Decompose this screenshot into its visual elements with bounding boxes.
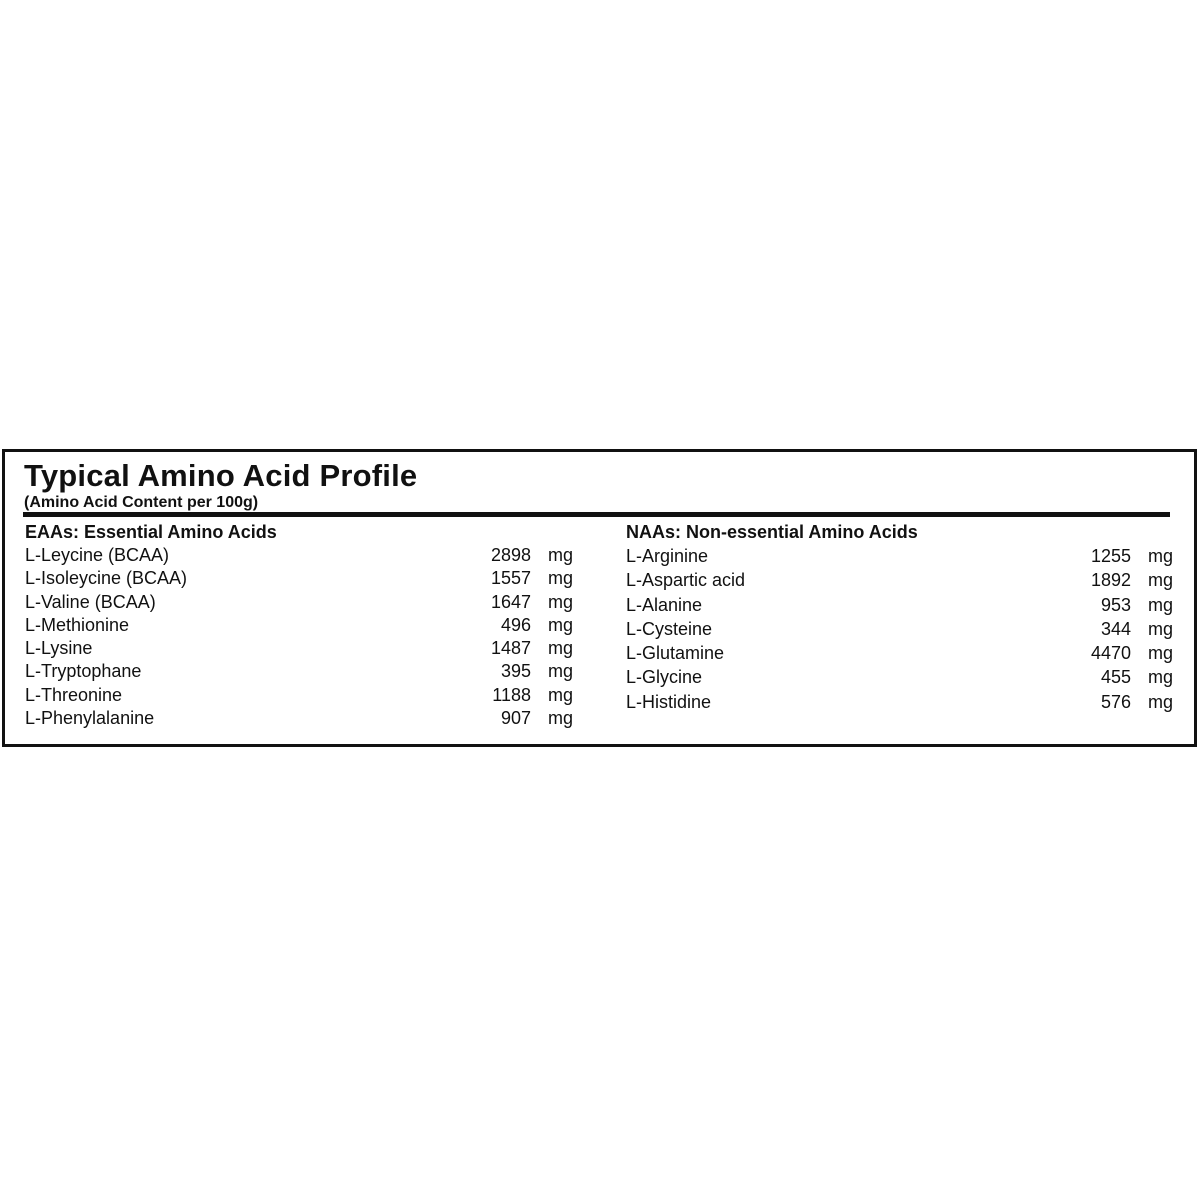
amino-acid-amount: 496	[500, 614, 531, 635]
amino-acid-name: L-Glycine	[626, 667, 703, 688]
amino-acid-row	[25, 614, 573, 637]
amino-acid-name: L-Isoleycine (BCAA)	[25, 568, 188, 589]
amino-acid-profile-panel	[2, 449, 1197, 747]
amino-acid-name: L-Alanine	[626, 594, 703, 615]
amino-acid-unit: mg	[1147, 691, 1173, 712]
amino-acid-unit: mg	[1147, 594, 1173, 615]
amino-acid-unit: mg	[1147, 618, 1173, 639]
amino-acid-amount: 1647	[490, 591, 531, 612]
amino-acid-unit: mg	[1147, 643, 1173, 664]
amino-acid-name: L-Cysteine	[626, 618, 713, 639]
amino-acid-unit: mg	[1147, 570, 1173, 591]
profile-title: Typical Amino Acid Profile	[24, 458, 418, 493]
amino-acid-row	[626, 665, 1173, 689]
amino-acid-amount: 344	[1100, 618, 1131, 639]
amino-acid-amount: 2898	[490, 545, 531, 565]
amino-acid-row	[25, 684, 573, 707]
amino-acid-amount: 4470	[1090, 643, 1131, 664]
amino-acid-name: L-Aspartic acid	[626, 570, 746, 591]
amino-acid-row	[626, 617, 1173, 641]
amino-acid-row	[25, 544, 573, 567]
amino-acid-unit: mg	[547, 545, 573, 565]
header-divider	[23, 512, 1170, 517]
amino-acid-amount: 1557	[490, 568, 531, 589]
amino-acid-unit: mg	[1147, 667, 1173, 688]
amino-acid-name: L-Tryptophane	[25, 661, 142, 682]
amino-acid-row	[626, 641, 1173, 665]
amino-acid-amount: 953	[1100, 594, 1131, 615]
nonessential-amino-acids-column	[626, 520, 1173, 714]
amino-acid-unit: mg	[547, 568, 573, 589]
amino-acid-name: L-Threonine	[25, 684, 123, 705]
amino-acid-amount: 1255	[1090, 546, 1131, 566]
essential-heading: EAAs: Essential Amino Acids	[25, 522, 277, 542]
amino-acid-amount: 1487	[490, 638, 531, 659]
amino-acid-row	[25, 567, 573, 590]
amino-acid-name: L-Glutamine	[626, 643, 725, 664]
amino-acid-unit: mg	[547, 661, 573, 682]
amino-acid-amount: 576	[1100, 691, 1131, 712]
profile-subtitle: (Amino Acid Content per 100g)	[24, 494, 259, 511]
amino-acid-name: L-Methionine	[25, 614, 130, 635]
amino-acid-unit: mg	[547, 591, 573, 612]
essential-amino-acids-column	[25, 520, 573, 730]
amino-acid-name: L-Phenylalanine	[25, 708, 155, 729]
amino-acid-row	[626, 568, 1173, 592]
amino-acid-unit: mg	[547, 638, 573, 659]
amino-acid-name: L-Leycine (BCAA)	[25, 545, 170, 565]
amino-acid-amount: 907	[500, 708, 531, 729]
amino-acid-unit: mg	[547, 614, 573, 635]
amino-acid-row	[25, 660, 573, 683]
amino-acid-amount: 1892	[1090, 570, 1131, 591]
amino-acid-amount: 1188	[492, 684, 531, 705]
amino-acid-unit: mg	[1147, 546, 1173, 566]
amino-acid-unit: mg	[547, 708, 573, 729]
amino-acid-row	[626, 593, 1173, 617]
amino-acid-row	[626, 544, 1173, 568]
amino-acid-name: L-Histidine	[626, 691, 712, 712]
amino-acid-row	[25, 591, 573, 614]
amino-acid-row	[626, 690, 1173, 714]
nonessential-heading: NAAs: Non-essential Amino Acids	[626, 522, 918, 542]
amino-acid-name: L-Arginine	[626, 546, 709, 566]
amino-acid-amount: 395	[500, 661, 531, 682]
amino-acid-name: L-Valine (BCAA)	[25, 591, 156, 612]
amino-acid-unit: mg	[547, 684, 573, 705]
amino-acid-name: L-Lysine	[25, 638, 93, 659]
amino-acid-row	[25, 637, 573, 660]
amino-acid-row	[25, 707, 573, 730]
amino-acid-amount: 455	[1100, 667, 1131, 688]
